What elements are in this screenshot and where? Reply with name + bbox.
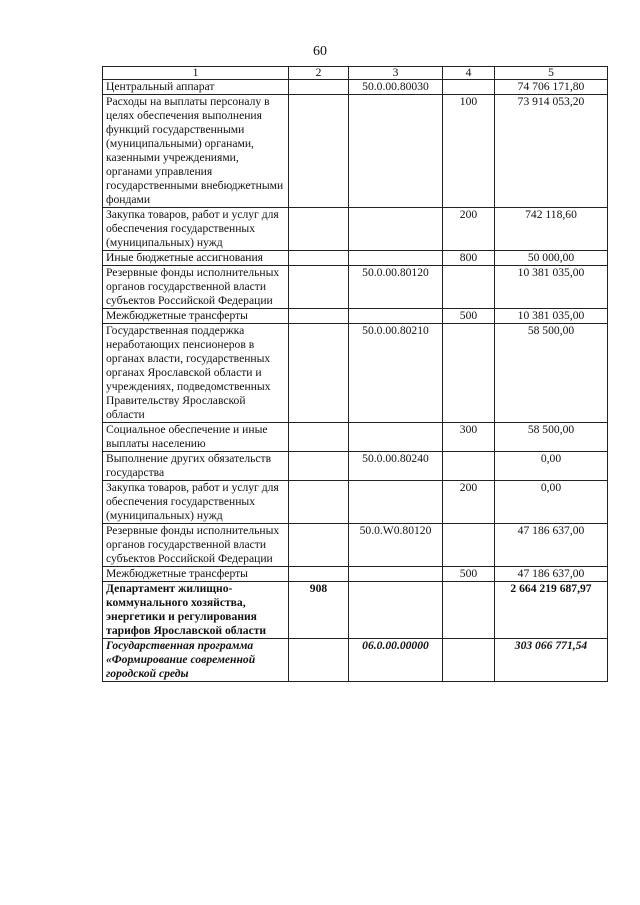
- expense-type-cell: [443, 80, 495, 95]
- amount-cell: 303 066 771,54: [495, 639, 608, 682]
- name-cell: Резервные фонды исполнительных органов государственной власти субъектов Российской Федерации: [103, 266, 289, 309]
- amount-cell: 50 000,00: [495, 251, 608, 266]
- ministry-code-cell: [289, 324, 349, 423]
- header-cell: 2: [289, 67, 349, 80]
- table-row: [103, 324, 608, 423]
- target-article-cell: 50.0.00.80030: [349, 80, 443, 95]
- ministry-code-cell: [289, 208, 349, 251]
- target-article-cell: 50.0.00.80120: [349, 266, 443, 309]
- expense-type-cell: 300: [443, 423, 495, 452]
- target-article-cell: [349, 423, 443, 452]
- table-row: [103, 266, 608, 309]
- expense-type-cell: [443, 582, 495, 639]
- target-article-cell: 50.0.W0.80120: [349, 524, 443, 567]
- amount-cell: 73 914 053,20: [495, 95, 608, 208]
- table-row: [103, 452, 608, 481]
- name-cell: Резервные фонды исполнительных органов государственной власти субъектов Российской Федерации: [103, 524, 289, 567]
- header-cell: 4: [443, 67, 495, 80]
- table-row: [103, 567, 608, 582]
- expense-type-cell: [443, 524, 495, 567]
- ministry-code-cell: 908: [289, 582, 349, 639]
- name-cell: Департамент жилищно-коммунального хозяйства, энергетики и регулирования тарифов Ярославской области: [103, 582, 289, 639]
- amount-cell: 58 500,00: [495, 324, 608, 423]
- name-cell: Социальное обеспечение и иные выплаты населению: [103, 423, 289, 452]
- name-cell: Государственная поддержка неработающих пенсионеров в органах власти, государственных органах Ярославской области и учреждениях, подведомственных Правительству Ярославской области: [103, 324, 289, 423]
- ministry-code-cell: [289, 524, 349, 567]
- amount-cell: 0,00: [495, 481, 608, 524]
- expense-type-cell: 200: [443, 208, 495, 251]
- budget-table: [102, 66, 608, 682]
- target-article-cell: [349, 582, 443, 639]
- name-cell: Закупка товаров, работ и услуг для обеспечения государственных (муниципальных) нужд: [103, 208, 289, 251]
- expense-type-cell: 500: [443, 309, 495, 324]
- table-row: [103, 582, 608, 639]
- expense-type-cell: [443, 324, 495, 423]
- ministry-code-cell: [289, 567, 349, 582]
- table-row: [103, 208, 608, 251]
- target-article-cell: [349, 481, 443, 524]
- table-row: [103, 251, 608, 266]
- ministry-code-cell: [289, 423, 349, 452]
- name-cell: Центральный аппарат: [103, 80, 289, 95]
- table-row: [103, 80, 608, 95]
- amount-cell: 58 500,00: [495, 423, 608, 452]
- ministry-code-cell: [289, 80, 349, 95]
- expense-type-cell: 100: [443, 95, 495, 208]
- ministry-code-cell: [289, 266, 349, 309]
- amount-cell: 742 118,60: [495, 208, 608, 251]
- ministry-code-cell: [289, 452, 349, 481]
- amount-cell: 10 381 035,00: [495, 266, 608, 309]
- ministry-code-cell: [289, 639, 349, 682]
- page-number: 60: [313, 44, 327, 59]
- table-row: [103, 639, 608, 682]
- name-cell: Межбюджетные трансферты: [103, 567, 289, 582]
- expense-type-cell: [443, 639, 495, 682]
- expense-type-cell: 800: [443, 251, 495, 266]
- table-row: [103, 524, 608, 567]
- header-cell: 1: [103, 67, 289, 80]
- table-header-row: [103, 67, 608, 80]
- target-article-cell: 50.0.00.80210: [349, 324, 443, 423]
- name-cell: Расходы на выплаты персоналу в целях обеспечения выполнения функций государственными (муниципальными) органами, казенными учреждениями, органами управления государственными внебюджетными фондами: [103, 95, 289, 208]
- name-cell: Выполнение других обязательств государства: [103, 452, 289, 481]
- target-article-cell: 06.0.00.00000: [349, 639, 443, 682]
- expense-type-cell: [443, 266, 495, 309]
- ministry-code-cell: [289, 481, 349, 524]
- amount-cell: 2 664 219 687,97: [495, 582, 608, 639]
- table-row: [103, 423, 608, 452]
- amount-cell: 47 186 637,00: [495, 567, 608, 582]
- name-cell: Иные бюджетные ассигнования: [103, 251, 289, 266]
- name-cell: Государственная программа «Формирование современной городской среды: [103, 639, 289, 682]
- table-row: [103, 95, 608, 208]
- amount-cell: 0,00: [495, 452, 608, 481]
- name-cell: Закупка товаров, работ и услуг для обеспечения государственных (муниципальных) нужд: [103, 481, 289, 524]
- ministry-code-cell: [289, 309, 349, 324]
- target-article-cell: [349, 567, 443, 582]
- ministry-code-cell: [289, 251, 349, 266]
- header-cell: 5: [495, 67, 608, 80]
- name-cell: Межбюджетные трансферты: [103, 309, 289, 324]
- target-article-cell: [349, 251, 443, 266]
- target-article-cell: [349, 208, 443, 251]
- table-row: [103, 309, 608, 324]
- ministry-code-cell: [289, 95, 349, 208]
- amount-cell: 10 381 035,00: [495, 309, 608, 324]
- target-article-cell: [349, 309, 443, 324]
- target-article-cell: [349, 95, 443, 208]
- expense-type-cell: 200: [443, 481, 495, 524]
- amount-cell: 74 706 171,80: [495, 80, 608, 95]
- amount-cell: 47 186 637,00: [495, 524, 608, 567]
- header-cell: 3: [349, 67, 443, 80]
- table-row: [103, 481, 608, 524]
- expense-type-cell: 500: [443, 567, 495, 582]
- target-article-cell: 50.0.00.80240: [349, 452, 443, 481]
- expense-type-cell: [443, 452, 495, 481]
